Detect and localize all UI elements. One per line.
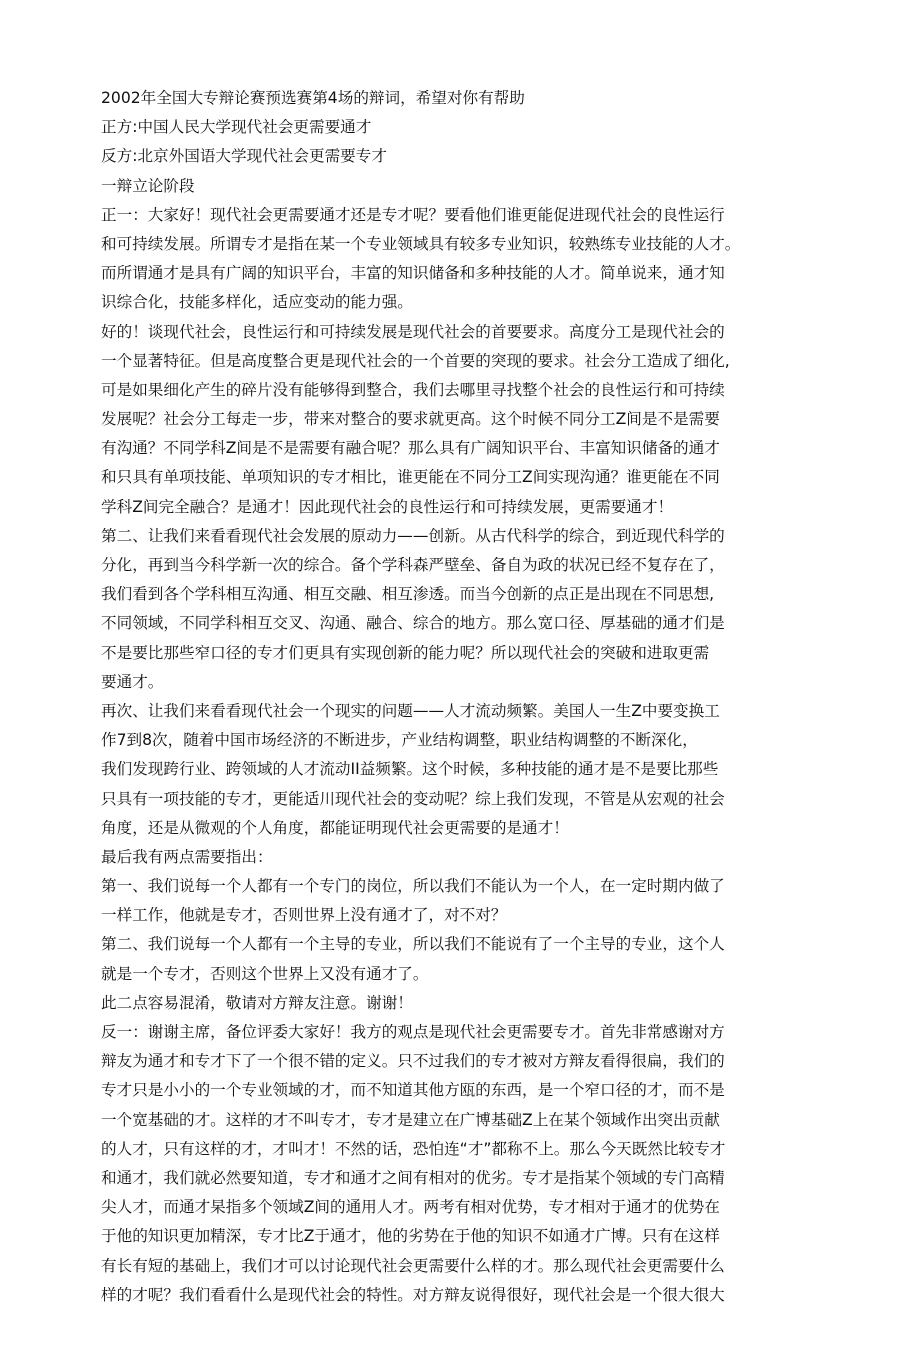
text-line: 而所谓通才是具有广阔的知识平台，丰富的知识储备和多种技能的人才。简单说来，通才知 [101,264,725,283]
text-line: 和只具有单项技能、单项知识的专才相比，谁更能在不同分工Z间实现沟通？谁更能在不同 [101,468,720,487]
negative-side-line: 反方:北京外国语大学现代社会更需要专才 [101,147,387,166]
text-line: 分化，再到当今科学新一次的综合。备个学科森严壁垒、备自为政的状况已经不复存在了， [101,556,725,574]
text-line: 可是如果细化产生的碎片没有能够得到整合，我们去哪里寻找整个社会的良性运行和可持续 [101,380,725,399]
text-line: 我们看到各个学科相互沟通、相互交融、相互渗透。而当今创新的点正是出现在不同思想, [101,585,715,604]
text-line: 第二、让我们来看看现代社会发展的原动力——创新。从古代科学的综合，到近现代科学的 [101,526,725,545]
text-line: 和通才，我们就必然要知道，专才和通才之间有相对的优劣。专才是指某个领域的专门高精 [101,1168,725,1187]
document-body [101,84,811,1310]
text-line: 专才只是小小的一个专业领域的才，而不知道其他方瓯的东西，是一个窄口径的才，而不是 [101,1081,725,1100]
text-line: 有长有短的基础上，我们才可以讨论现代社会更需要什么样的才。那么现代社会更需要什么 [101,1256,725,1275]
text-line: 一样工作，他就是专才，否则世界上没有通才了，对不对？ [101,906,507,925]
text-line: 第一、我们说每一个人都有一个专门的岗位，所以我们不能认为一个人，在一定时期内做了 [101,877,725,896]
text-line: 我们发现跨行业、跨领域的人才流动II益频繁。这个时候，多种技能的通才是不是要比那些 [101,760,719,779]
title-line: 2002年全国大专辩论赛预选赛第4场的辩词，希望对你有帮助 [101,89,525,107]
text-line: 再次、让我们来看看现代社会一个现实的问题——人才流动频繁。美国人一生Z中要变换工 [101,701,720,720]
text-line: 和可持续发展。所谓专才是指在某一个专业领域具有较多专业知识，较熟练专业技能的人才。 [101,234,741,253]
text-line: 要通才。 [101,672,164,691]
text-line: 就是一个专才，否则这个世界上又没有通才了。 [101,964,429,983]
text-line: 作7到8次，随着中国市场经济的不断进步，产业结构调整，职业结构调整的不断深化， [101,731,698,750]
text-line: 一个显著特征。但是高度整合更是现代社会的一个首要的突现的要求。社会分工造成了细化, [101,351,730,370]
text-line: 反一：谢谢主席，备位评委大家好！我方的观点是现代社会更需要专才。首先非常感谢对方 [101,1023,725,1041]
text-line: 此二点容易混淆，敬请对方辩友注意。谢谢！ [101,993,413,1012]
text-line: 尖人才，而通才杲指多个领域Z间的通用人才。两考有相对优势，专才相对于通才的优势在 [101,1198,720,1217]
text-line: 的人才，只有这样的才，才叫才！不然的话，恐怕连“才”都称不上。那么今天既然比较专才 [101,1139,726,1158]
text-line: 有沟通？不同学科Z间是不是需要有融合呢？那么具有广阔知识平台、丰富知识储备的通才 [101,439,720,458]
text-line: 第二、我们说每一个人都有一个主导的专业，所以我们不能说有了一个主导的专业，这个人 [101,935,725,954]
text-line: 不同领域，不同学科相互交叉、沟通、融合、综合的地方。那么宽口径、厚基础的通才们是 [101,614,725,633]
text-line: 正一：大家好！现代社会更需要通才还是专才呢？要看他们谁更能促进现代社会的良性运行 [101,205,725,224]
text-line: 只具有一项技能的专才，更能适川现代社会的变动呢？综上我们发现，不管是从宏观的社会 [101,789,725,808]
text-line: 好的！谈现代社会，良性运行和可持续发展是现代社会的首要要求。高度分工是现代社会的 [101,322,725,341]
text-line: 辩友为通才和专才下了一个很不错的定义。只不过我们的专才被对方辩友看得很扁，我们的 [101,1052,725,1071]
text-line: 发展呢？社会分工每走一步，带来对整合的要求就更高。这个时候不同分工Z间是不是需要 [101,410,720,429]
text-line: 最后我有两点需要指出： [101,847,273,866]
text-line: 一个宽基础的才。这样的才不叫专才，专才是建立在广博基础Z上在某个领域作出突出贡献 [101,1110,720,1129]
text-line: 于他的知识更加精深，专才比Z于通才，他的劣势在于他的知识不如通才广博。只有在这样 [101,1227,720,1246]
affirmative-side-line: 正方:中国人民大学现代社会更需要通才 [101,118,372,137]
text-line: 样的才呢？我们看看什么是现代社会的特性。对方辩友说得很好，现代社会是一个很大很大 [101,1285,725,1304]
text-line: 学科Z间完全融合？是通才！因此现代社会的良性运行和可持续发展，更需要通才！ [101,497,674,516]
text-line: 不是要比那些窄口径的专才们更具有实现创新的能力呢？所以现代社会的突破和进取更需 [101,643,710,662]
section-heading: 一辩立论阶段 [101,176,195,195]
text-line: 角度，还是从微观的个人角度，都能证明现代社会更需要的是通才！ [101,818,569,837]
text-line: 识综合化，技能多样化，适应变动的能力强。 [101,293,413,312]
